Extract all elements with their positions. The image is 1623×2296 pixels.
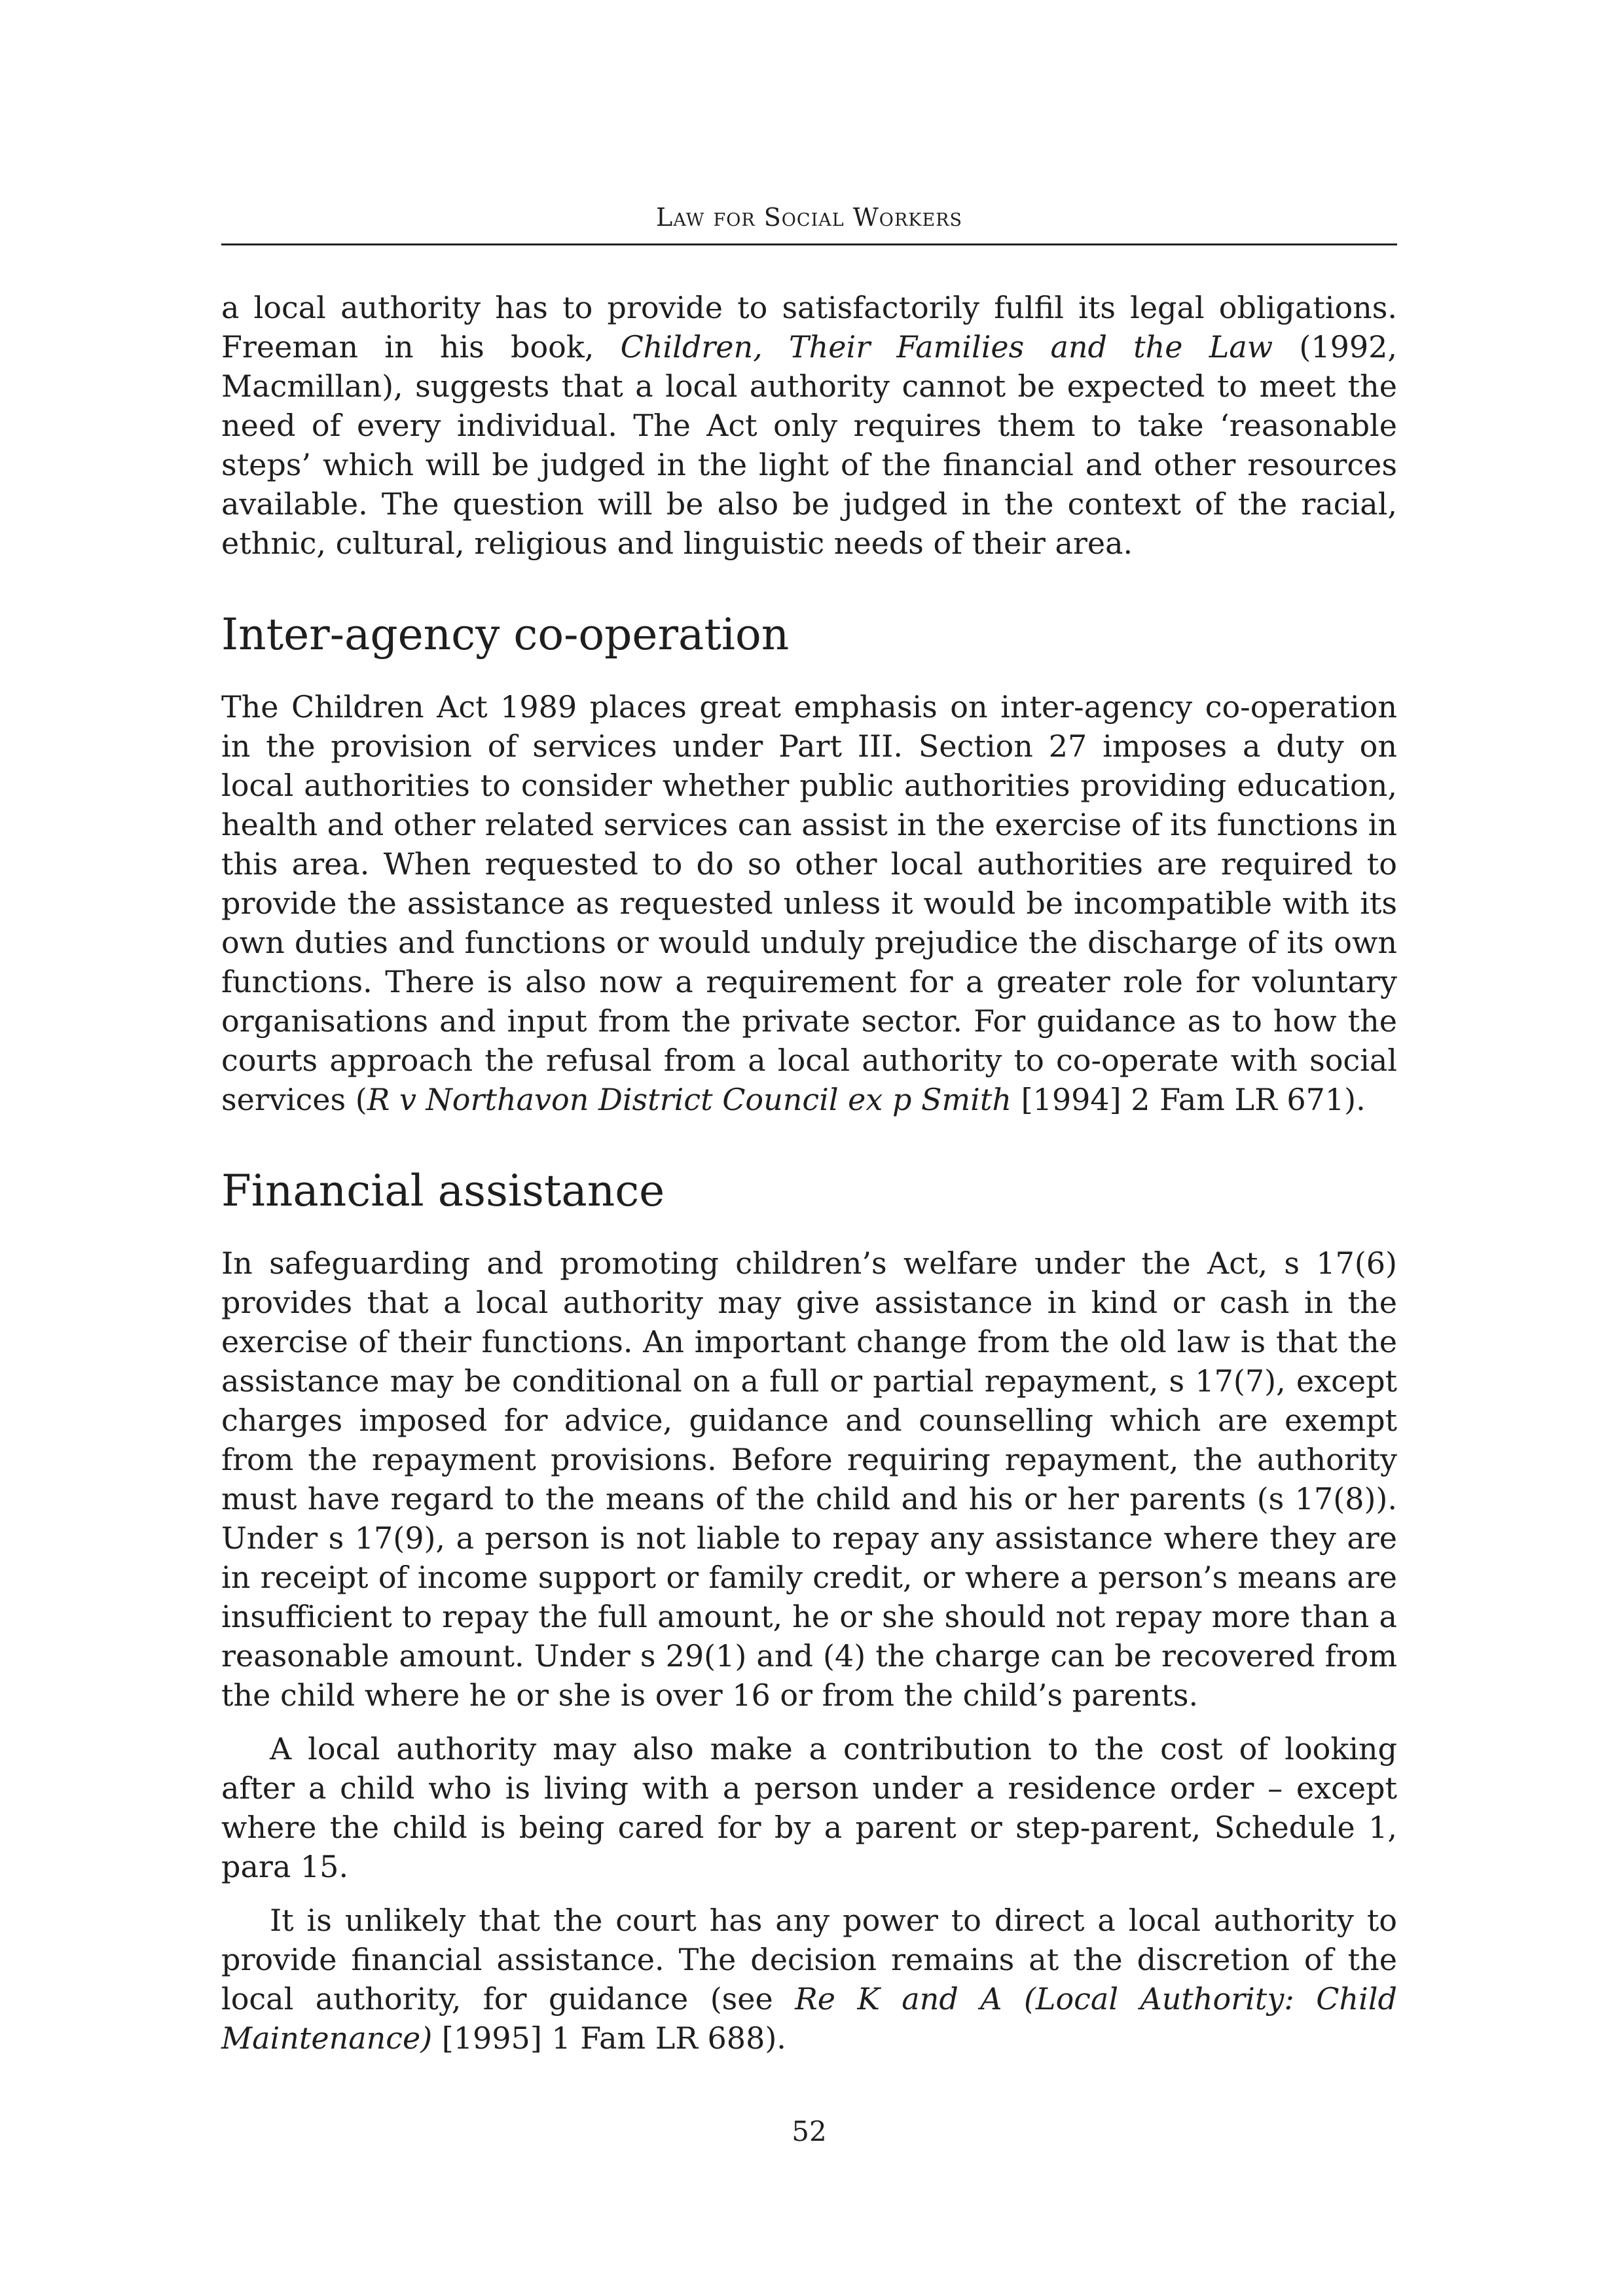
body-text — [221, 288, 1397, 2058]
header-rule — [221, 243, 1397, 245]
case-citation-re-k-and-a: Re K and A (Local Authority: Child Maintenance) — [221, 1981, 1397, 2056]
book-title: Children, Their Families and the Law — [620, 329, 1273, 365]
heading-inter-agency: Inter-agency co-operation — [221, 609, 790, 660]
heading-financial-assistance: Financial assistance — [221, 1166, 665, 1216]
case-citation-northavon: R v Northavon District Council ex p Smith — [367, 1082, 1012, 1117]
paragraph-3: In safeguarding and promoting children’s welfare under the Act, s 17(6) provides that a local authority may give assistance in kind or cash in the exercise of their functions. An important change from the old law is that the assistance may be conditional on a full or partial repayment, s 17(7), except charges imposed for advice, guidance and counselling which are exempt from the repayment provisions. Before requiring repayment, the authority must have regard to the means of the child and his or her parents (s 17(8)). Under s 17(9), a person is not liable to repay any assistance where they are in receipt of income support or family credit, or where a person’s means are insufficient to repay the full amount, he or she should not repay more than a reasonable amount. Under s 29(1) and (4) the charge can be recovered from the child where he or she is over 16 or from the child’s parents. — [221, 1246, 1397, 1713]
paragraph-4: A local authority may also make a contribution to the cost of looking after a child who is living with a person under a residence order – except where the child is being cared for by a parent or step-parent, Schedule 1, para 15. — [221, 1731, 1397, 1884]
paragraph-5 — [221, 1901, 1397, 2058]
paragraph-1 — [221, 288, 1397, 563]
paragraph-5-text-a: It is unlikely that the court has any power to direct a local authority to provide financial assistance. The decision remains at the discretion of the local authority, for guidance (see — [221, 1903, 1397, 2017]
paragraph-5-text-c: [1995] 1 Fam LR 688). — [432, 2020, 786, 2056]
paragraph-1-text-c: (1992, Macmillan), suggests that a local authority cannot be expected to meet the need of every individual. The Act only requires them to take ‘reasonable steps’ which will be judged in the light of the financial and other resources available. The question will be also be judged in the context of the racial, ethnic, cultural, religious and linguistic needs of their area. — [221, 329, 1397, 561]
paragraph-1-text-a: a local authority has to provide to satisfactorily fulfil its legal obligations. Freeman in his book, — [221, 290, 1397, 365]
paragraph-2-text-c: [1994] 2 Fam LR 671). — [1011, 1082, 1366, 1117]
running-head: Law for Social Workers — [656, 203, 962, 232]
page-number: 52 — [792, 2115, 827, 2147]
paragraph-2-text-a: The Children Act 1989 places great emphasis on inter-agency co-operation in the provision of services under Part III. Section 27 imposes a duty on local authorities to consider whether public authorities providing education, health and other related services can assist in the exercise of its functions in this area. When requested to do so other local authorities are required to provide the assistance as requested unless it would be incompatible with its own duties and functions or would unduly prejudice the discharge of its own functions. There is also now a requirement for a greater role for voluntary organisations and input from the private sector. For guidance as to how the courts approach the refusal from a local authority to co-operate with social services ( — [221, 689, 1397, 1117]
paragraph-2 — [221, 687, 1397, 1119]
